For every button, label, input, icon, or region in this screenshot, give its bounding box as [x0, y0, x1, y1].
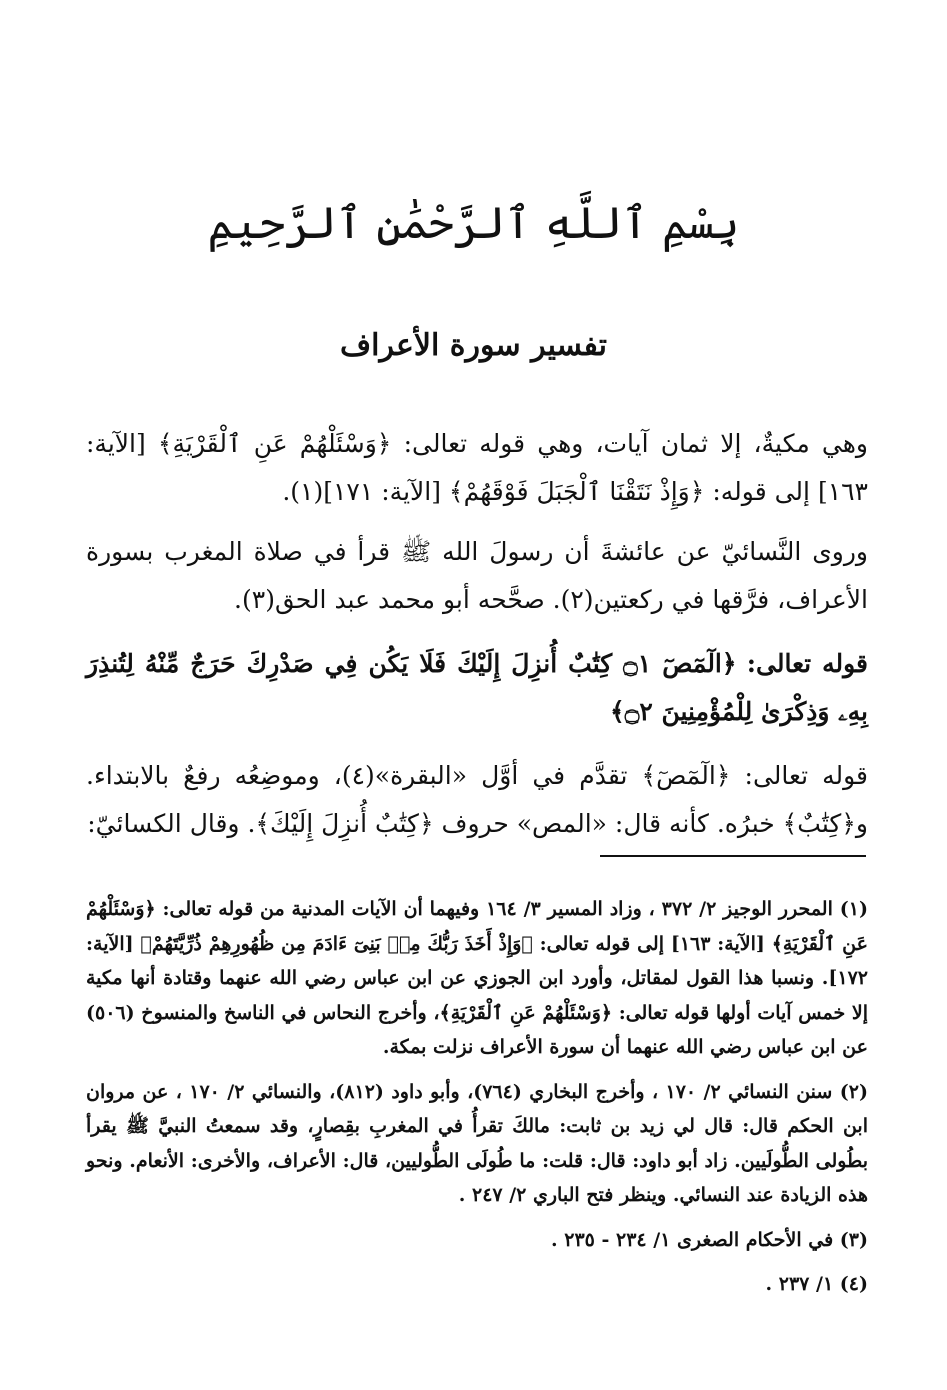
footnote-text: في الأحكام الصغرى ١/ ٢٣٤ - ٢٣٥ . [551, 1228, 834, 1251]
verse-text: ﴿الٓمٓصٓ ۝١ كِتَٰبٌ أُنزِلَ إِلَيْكَ فَلَا يَكُن فِي صَدْرِكَ حَرَجٌ مِّنْهُ لِتُنذِرَ بِهِۦ وَذِكْرَىٰ لِلْمُؤْمِنِينَ ۝٢﴾ [86, 649, 868, 726]
footnote [86, 892, 868, 1065]
footnote-number: (٣) [839, 1228, 868, 1251]
footnote-number: (٢) [839, 1080, 868, 1103]
paragraph-nasai: وروى النَّسائيّ عن عائشةَ أن رسولَ الله ﷺ قرأ في صلاة المغرب بسورة الأعراف، فرَّقها في ركعتين(٢). صحَّحه أبو محمد عبد الحق(٣). [86, 537, 868, 614]
verse-block [86, 640, 868, 736]
paragraph-commentary: قوله تعالى: ﴿الٓمٓصٓ﴾ تقدَّم في أوَّل «البقرة»(٤)، وموضِعُه رفعٌ بالابتداء. و﴿كِتَٰبٌ﴾ خبرُه. كأنه قال: «المص» حروف ﴿كِتَٰبٌ أُنزِلَ إِلَيْكَ﴾. وقال الكسائيّ: [86, 761, 869, 838]
footnote-text: سنن النسائي ٢/ ١٧٠ ، وأخرج البخاري (٧٦٤)، وأبو داود (٨١٢)، والنسائي ٢/ ١٧٠ ، عن مروان ابن الحكم قال: قال لي زيد بن ثابت: مالكَ تقرأُ في المغربِ بقِصارٍ، وقد سمعتُ النبيَّ ﷺ يقرأ بطُولى الطُّولَيين. زاد أبو داود: قال: قلت: ما طُولَى الطُّوليين، قال: الأعراف، والأخرى: الأنعام. ونحو هذه الزيادة عند النسائي. وينظر فتح الباري ٢/ ٢٤٧ . [86, 1080, 868, 1206]
footnote-text: ١/ ٢٣٧ . [765, 1273, 834, 1295]
footnote-number: (١) [839, 898, 868, 920]
footnote [86, 1267, 868, 1302]
paragraph-intro: وهي مكيةٌ، إلا ثمان آيات، وهي قوله تعالى: ﴿وَسْئَلْهُمْ عَنِ ٱلْقَرْيَةِ﴾ [الآية: ١٦٣] إلى قوله: ﴿وَإِذْ نَتَقْنَا ٱلْجَبَلَ فَوْقَهُمْ﴾ [الآية: ١٧١](١). [86, 429, 868, 506]
footnote-text: المحرر الوجيز ٢/ ٣٧٢ ، وزاد المسير ٣/ ١٦٤ وفيهما أن الآيات المدنية من قوله تعالى: ﴿وَسْئَلْهُمْ عَنِ ٱلْقَرْيَةِ﴾ [الآية: ١٦٣] إلى قوله تعالى: ﴿وَإِذْ أَخَذَ رَبُّكَ مِنۢ بَنِىٓ ءَادَمَ مِن ظُهُورِهِمْ ذُرِّيَّتَهُمْ﴾ [الآية: ١٧٢]. ونسبا هذا القول لمقاتل، وأورد ابن الجوزي عن ابن عباس رضي الله عنهما وقتادة أنها مكية إلا خمس آيات أولها قوله تعالى: ﴿وَسْئَلْهُمْ عَنِ ٱلْقَرْيَةِ﴾، وأخرج النحاس في الناسخ والمنسوخ (٥٠٦) عن ابن عباس رضي الله عنهما أن سورة الأعراف نزلت بمكة. [86, 898, 868, 1058]
footnote-number: (٤) [839, 1273, 868, 1295]
footnote [86, 1075, 868, 1213]
basmala: بِسْمِ ٱللَّهِ ٱلرَّحْمَٰنِ ٱلرَّحِيمِ [207, 198, 740, 249]
footnote [86, 1223, 868, 1258]
footnotes [86, 892, 868, 1312]
footnote-divider [600, 855, 866, 857]
verse-label: قوله تعالى: [746, 649, 868, 678]
surah-title: تفسير سورة الأعراف [340, 328, 607, 363]
